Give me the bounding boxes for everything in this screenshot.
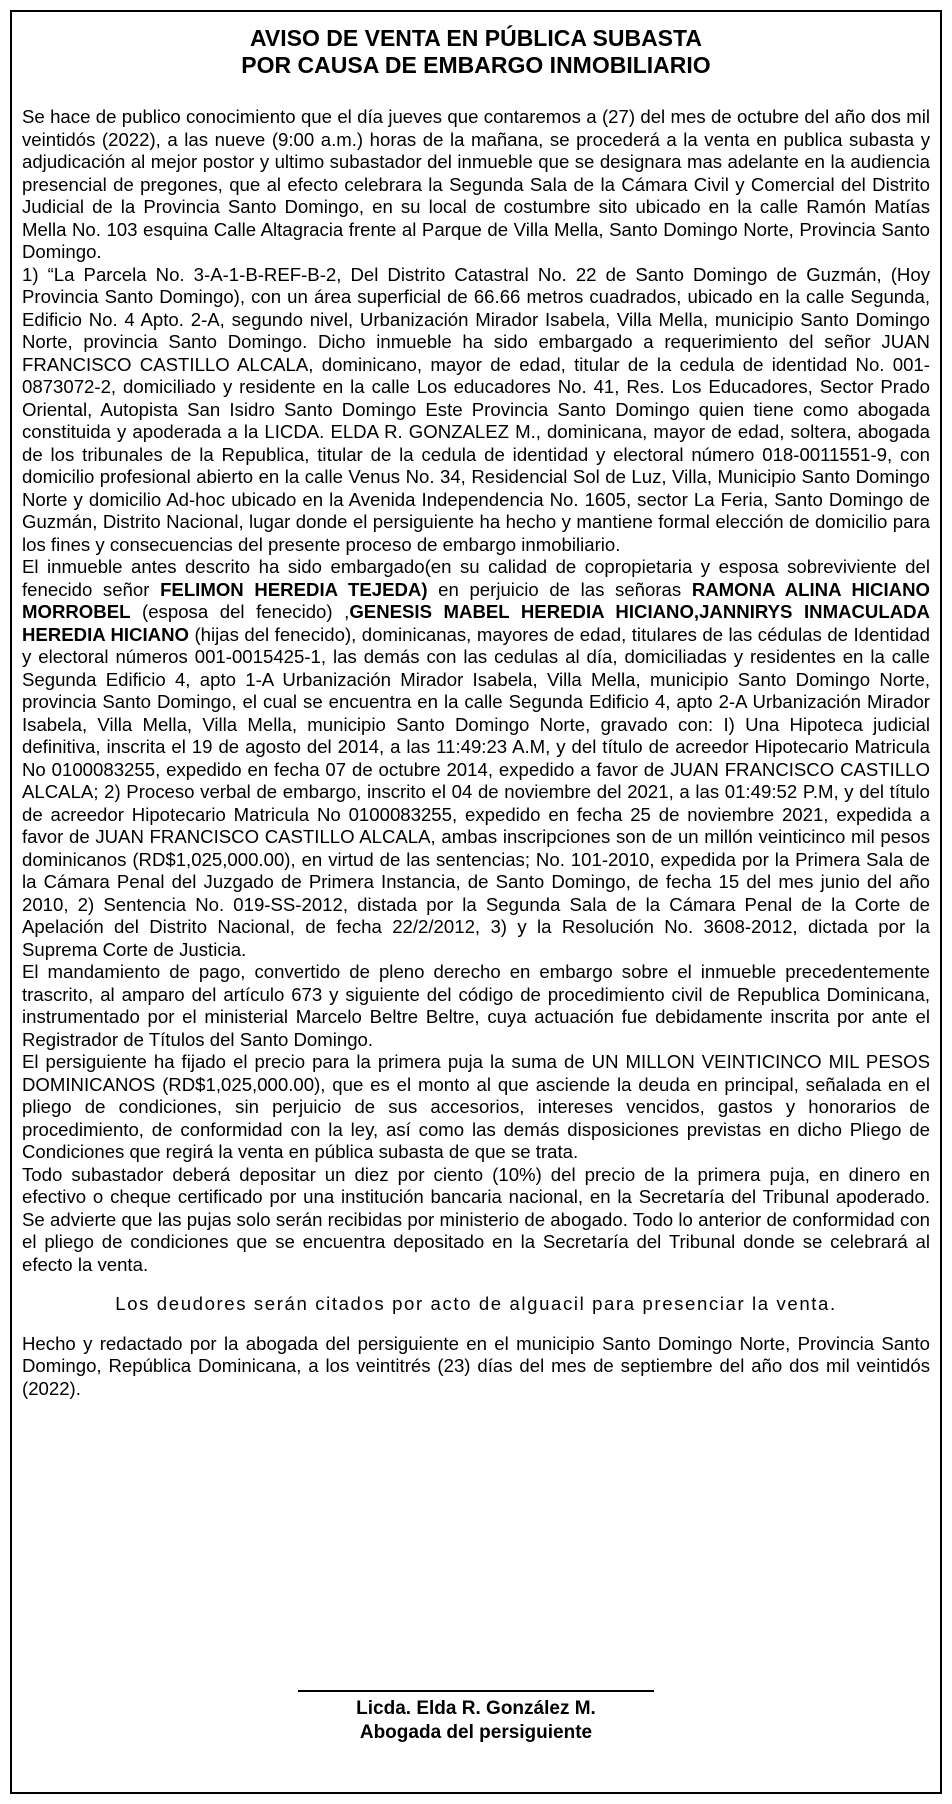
seizure-text-1: El inmueble antes descrito ha sido embargado(en su calidad de copropietaria y esposa sobreviviente del fenecido señor	[22, 556, 930, 600]
paragraph-debtors: Los deudores serán citados por acto de alguacil para presenciar la venta.	[115, 1293, 837, 1314]
paragraph-deposit: Todo subastador deberá depositar un diez por ciento (10%) del precio de la primera puja, en dinero en efectivo o cheque certificado por una institución bancaria nacional, en la Secretaría del Tribunal apoderado. Se advierte que las pujas solo serán recibidas por ministerio de abogado. Todo lo anterior de conformidad con el pliego de condiciones que se encuentra depositado en la Secretaría del Tribunal donde se celebrará al efecto la venta.	[22, 1163, 930, 1275]
seizure-text-2: en perjuicio de las señoras	[427, 578, 692, 600]
signature-role: Abogada del persiguiente	[359, 1722, 593, 1743]
notice-title	[0, 25, 952, 79]
paragraph-closing: Hecho y redactado por la abogada del persiguiente en el municipio Santo Domingo Norte, Provincia Santo Domingo, República Dominicana, a los veintitrés (23) días del mes de septiembre del año dos mil veintidós (2022).	[22, 1332, 930, 1399]
signature-line	[298, 1690, 654, 1692]
seizure-text-3: (esposa del fenecido) ,	[130, 601, 350, 622]
title-line-1: AVISO DE VENTA EN PÚBLICA SUBASTA	[250, 25, 702, 51]
notice-body	[22, 106, 930, 1400]
title-line-2: POR CAUSA DE EMBARGO INMOBILIARIO	[241, 52, 711, 78]
paragraph-property-description: 1) “La Parcela No. 3-A-1-B-REF-B-2, Del Distrito Catastral No. 22 de Santo Domingo de Guzmán, (Hoy Provincia Santo Domingo), con un área superficial de 66.66 metros cuadrados, ubicado en la calle Segunda, Edificio No. 4 Apto. 2-A, segundo nivel, Urbanización Mirador Isabela, Villa Mella, municipio Santo Domingo Norte, provincia Santo Domingo. Dicho inmueble ha sido embargado a requerimiento del señor JUAN FRANCISCO CASTILLO ALCALA, dominicano, mayor de edad, titular de la cedula de identidad No. 001-0873072-2, domiciliado y residente en la calle Los educadores No. 41, Res. Los Educadores, Sector Prado Oriental, Autopista San Isidro Santo Domingo Este Provincia Santo Domingo quien tiene como abogada constituida y apoderada a la LICDA. ELDA R. GONZALEZ M., dominicana, mayor de edad, soltera, abogada de los tribunales de la Republica, titular de la cedula de identidad y electoral número 018-0011551-9, con domicilio profesional abierto en la calle Venus No. 34, Residencial Sol de Luz, Villa, Municipio Santo Domingo Norte y domicilio Ad-hoc ubicado en la Avenida Independencia No. 1605, sector La Feria, Santo Domingo de Guzmán, Distrito Nacional, lugar donde el persiguiente ha hecho y mantiene formal elección de domicilio para los fines y consecuencias del presente proceso de embargo inmobiliario.	[22, 263, 930, 555]
widow-name: RAMONA ALINA HICIANO MORROBEL	[22, 578, 930, 622]
signature-block	[0, 1697, 952, 1745]
paragraph-price: El persiguiente ha fijado el precio para la primera puja la suma de UN MILLON VEINTICINCO MIL PESOS DOMINICANOS (RD$1,025,000.00), que es el monto al que asciende la deuda en principal, señalada en el pliego de condiciones, sin perjuicio de sus accesorios, intereses vencidos, gastos y honorarios de procedimiento, de conformidad con la ley, así como las demás disposiciones previstas en dicho Pliego de Condiciones que regirá la venta en pública subasta de que se trata.	[22, 1051, 930, 1162]
signature-name: Licda. Elda R. González M.	[356, 1698, 596, 1719]
paragraph-announcement: Se hace de publico conocimiento que el día jueves que contaremos a (27) del mes de octubre del año dos mil veintidós (2022), a las nueve (9:00 a.m.) horas de la mañana, se procederá a la venta en publica subasta y adjudicación al mejor postor y ultimo subastador del inmueble que se designara mas adelante en la audiencia presencial de pregones, que al efecto celebrara la Segunda Sala de la Cámara Civil y Comercial del Distrito Judicial de la Provincia Santo Domingo, en su local de costumbre sito ubicado en la calle Ramón Matías Mella No. 103 esquina Calle Altagracia frente al Parque de Villa Mella, Santo Domingo Norte, Provincia Santo Domingo.	[22, 106, 930, 262]
deceased-name: FELIMON HEREDIA TEJEDA)	[160, 578, 428, 600]
seizure-text-4: (hijas del fenecido), dominicanas, mayores de edad, titulares de las cédulas de Identidad y electoral números 001-0015425-1, las demás con las cedulas al día, domiciliadas y residentes en la calle Segunda Edificio 4, apto 1-A Urbanización Mirador Isabela, Villa Mella, municipio Santo Domingo Norte, provincia Santo Domingo, el cual se encuentra en la calle Segunda Edificio 4, apto 2-A Urbanización Mirador Isabela, Villa Mella, Villa Mella, municipio Santo Domingo Norte, gravado con: I) Una Hipoteca judicial definitiva, inscrita el 19 de agosto del 2014, a las 11:49:23 A.M, y del título de acreedor Hipotecario Matricula No 0100083255, expedido en fecha 07 de octubre 2014, expedido a favor de JUAN FRANCISCO CASTILLO ALCALA; 2) Proceso verbal de embargo, inscrito el 04 de noviembre del 2021, a las 01:49:52 P.M, y del título de acreedor Hipotecario Matricula No 0100083255, expedido en fecha 25 de noviembre 2021, expedida a favor de JUAN FRANCISCO CASTILLO ALCALA, ambas inscripciones son de un millón veinticinco mil pesos dominicanos (RD$1,025,000.00), en virtud de las sentencias; No. 101-2010, expedida por la Primera Sala de la Cámara Penal del Juzgado de Primera Instancia, de Santo Domingo, de fecha 15 del mes junio del año 2010, 2) Sentencia No. 019-SS-2012, distada por la Segunda Sala de la Cámara Penal de la Corte de Apelación del Distrito Nacional, de fecha 22/2/2012, 3) y la Resolución No. 3608-2012, dictada por la Suprema Corte de Justicia.	[22, 623, 930, 960]
paragraph-seizure-details	[22, 556, 930, 961]
daughters-names: GENESIS MABEL HEREDIA HICIANO,JANNIRYS INMACULADA HEREDIA HICIANO	[22, 601, 930, 645]
paragraph-payment-order: El mandamiento de pago, convertido de pleno derecho en embargo sobre el inmueble precedentemente trascrito, al amparo del artículo 673 y siguiente del código de procedimiento civil de Republica Dominicana, instrumentado por el ministerial Marcelo Beltre Beltre, cuya actuación fue debidamente inscrita por ante el Registrador de Títulos del Santo Domingo.	[22, 961, 930, 1050]
